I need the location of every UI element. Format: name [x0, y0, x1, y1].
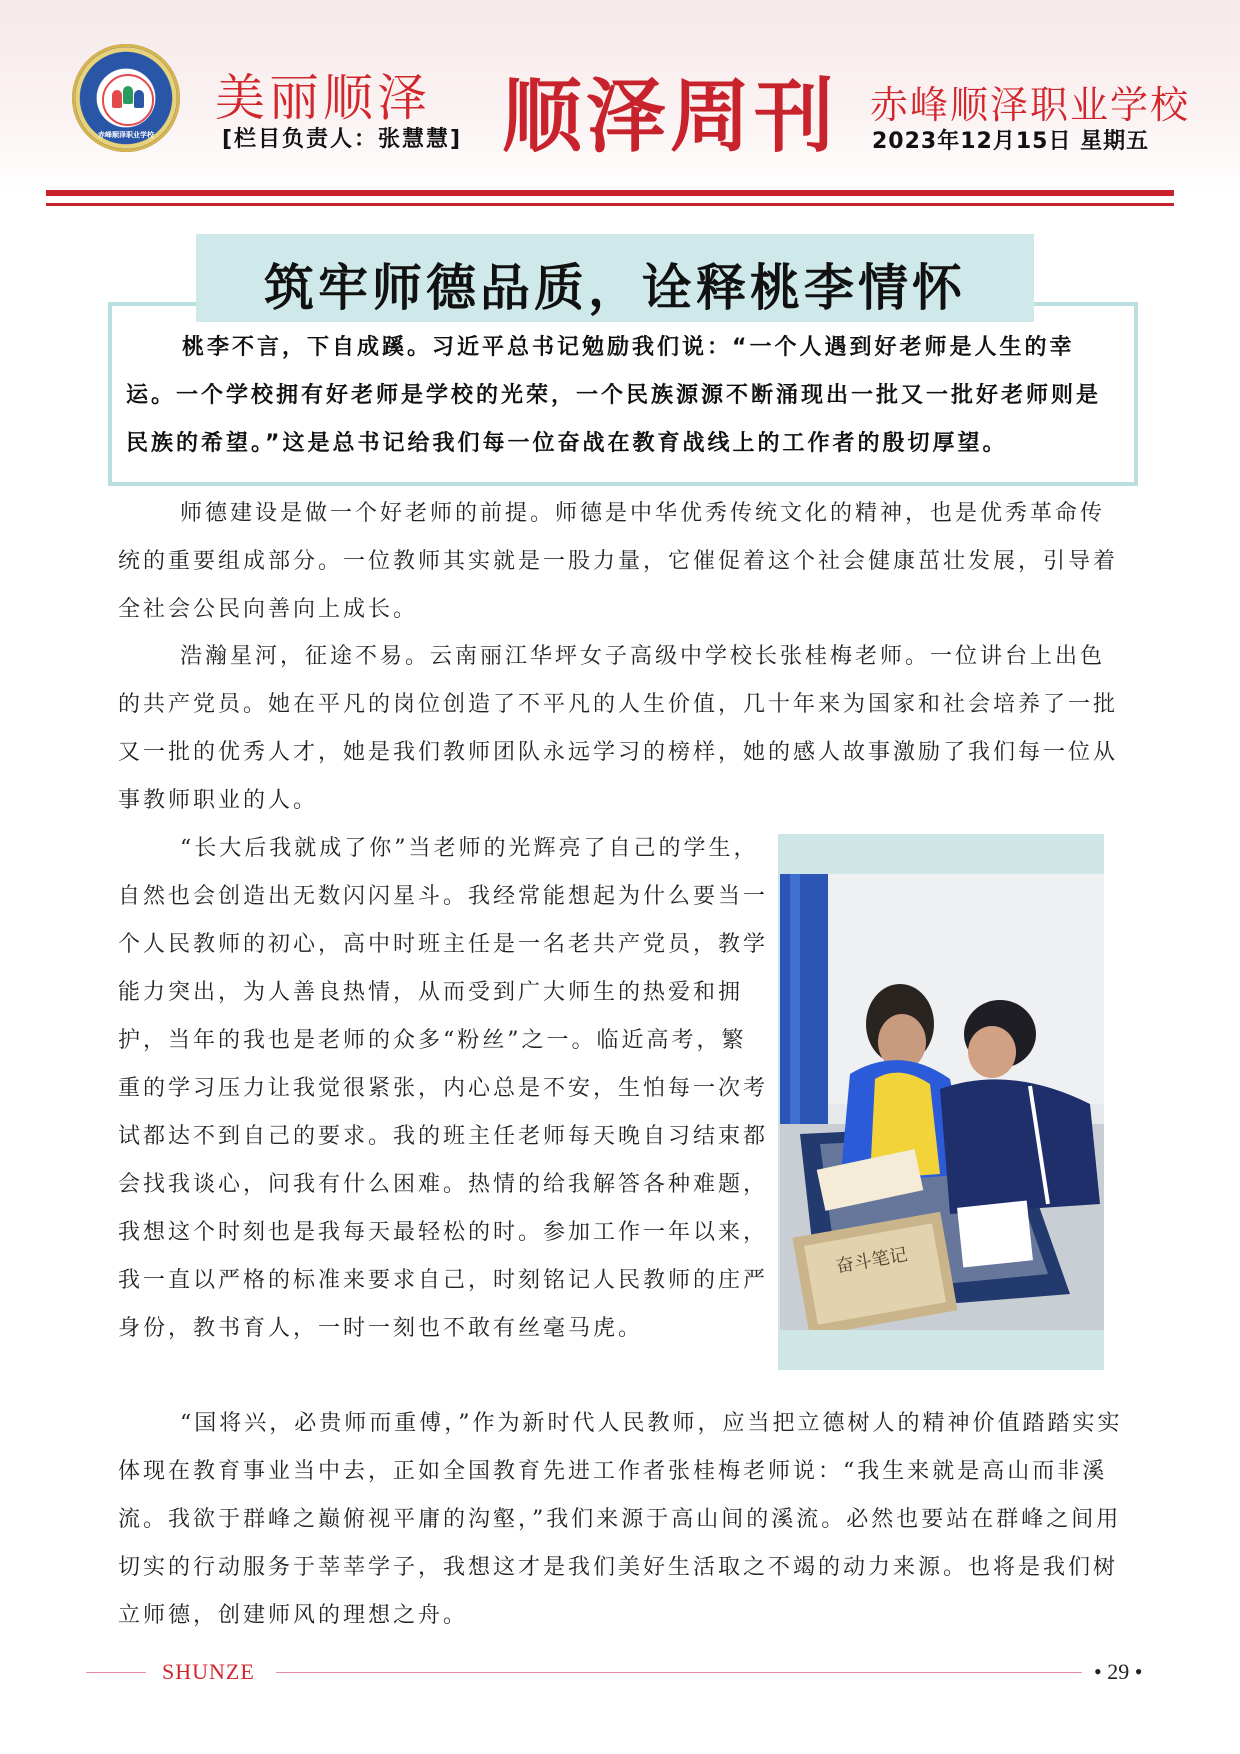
- intro-box: [108, 302, 1138, 486]
- title-band: [196, 234, 1034, 322]
- column-brand: 美丽顺泽: [215, 69, 431, 127]
- photo-book-title: 奋斗笔记: [834, 1244, 909, 1278]
- article-photo: [780, 874, 1104, 1330]
- paragraph-2: 浩瀚星河，征途不易。云南丽江华坪女子高级中学校长张桂梅老师。一位讲台上出色的共产党员。她在平凡的岗位创造了不平凡的人生价值，几十年来为国家和社会培养了一批又一批的优秀人才，她是我们教师团队永远学习的榜样，她的感人故事激励了我们每一位从事教师职业的人。: [118, 644, 1119, 813]
- intro-text: 桃李不言，下自成蹊。习近平总书记勉励我们说：“一个人遇到好老师是人生的幸运。一个学校拥有好老师是学校的光荣，一个民族源源不断涌现出一批又一批好老师则是民族的希望。”这是总书记给我们每一位奋战在教育战线上的工作者的殷切厚望。: [126, 335, 1102, 456]
- header-rule-thin: [46, 203, 1174, 206]
- paragraph-4: “国将兴，必贵师而重傅，”作为新时代人民教师，应当把立德树人的精神价值踏踏实实体现在教育事业当中去，正如全国教育先进工作者张桂梅老师说：“我生来就是高山而非溪流。我欲于群峰之巅俯视平庸的沟壑，”我们来源于高山间的溪流。必然也要站在群峰之间用切实的行动服务于莘莘学子，我想这才是我们美好生活取之不竭的动力来源。也将是我们树立师德，创建师风的理想之舟。: [118, 1411, 1123, 1628]
- footer-brand: SHUNZE: [162, 1659, 255, 1684]
- paragraph-3: “长大后我就成了你”当老师的光辉亮了自己的学生，自然也会创造出无数闪闪星斗。我经常能想起为什么要当一个人民教师的初心，高中时班主任是一名老共产党员，教学能力突出，为人善良热情，从而受到广大师生的热爱和拥护，当年的我也是老师的众多“粉丝”之一。临近高考，繁重的学习压力让我觉很紧张，内心总是不安，生怕每一次考试都达不到自己的要求。我的班主任老师每天晚自习结束都会找我谈心，问我有什么困难。热情的给我解答各种难题，我想这个时刻也是我每天最轻松的时。参加工作一年以来，我一直以严格的标准来要求自己，时刻铭记人民教师的庄严身份，教书育人，一时一刻也不敢有丝毫马虎。: [118, 836, 769, 1341]
- school-logo: [72, 44, 180, 152]
- logo-text: 赤峰顺泽职业学校: [98, 131, 154, 139]
- page-number: • 29 •: [1094, 1659, 1143, 1684]
- article-title: 筑牢师德品质，诠释桃李情怀: [264, 259, 966, 317]
- issue-date: 2023年12月15日 星期五: [872, 129, 1150, 154]
- logo-emblem: [102, 74, 154, 126]
- paragraph-1: 师德建设是做一个好老师的前提。师德是中华优秀传统文化的精神，也是优秀革命传统的重要组成部分。一位教师其实就是一股力量，它催促着这个社会健康茁壮发展，引导着全社会公民向善向上成长。: [118, 501, 1119, 622]
- magazine-title: 顺泽周刊: [502, 69, 838, 163]
- school-name: 赤峰顺泽职业学校: [870, 83, 1191, 127]
- header-rule-thick: [46, 190, 1174, 196]
- footer-line-left: [86, 1672, 146, 1673]
- column-editor: [栏目负责人：张慧慧]: [222, 127, 463, 152]
- footer-line-right: [276, 1672, 1082, 1673]
- photo-illustration: [780, 874, 1104, 1330]
